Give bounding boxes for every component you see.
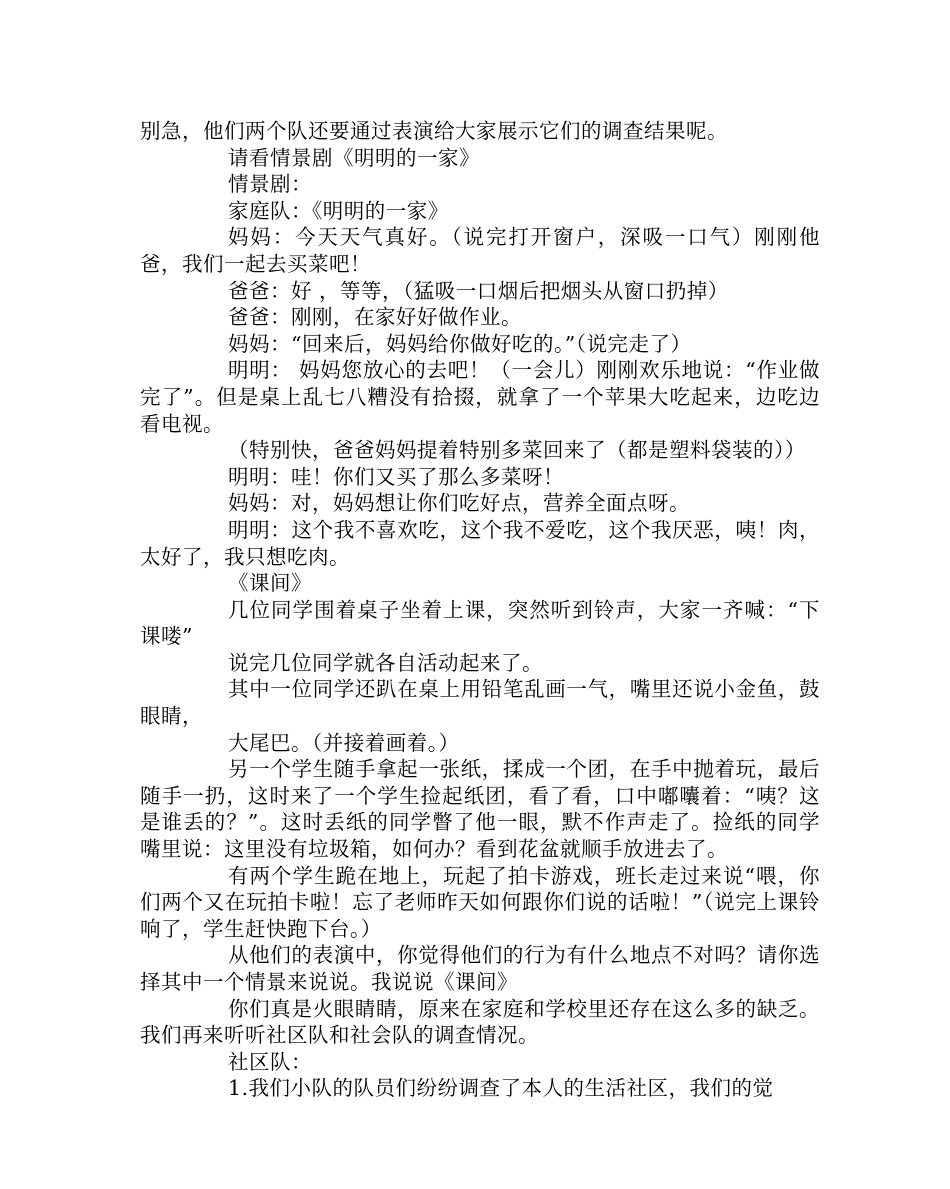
paragraph: 有两个学生跪在地上，玩起了拍卡游戏，班长走过来说“喂，你们两个又在玩拍卡啦！忘了老师昨天如何跟你们说的话啦！”（说完上课铃响了，学生赶快跑下台。） — [140, 863, 820, 941]
paragraph: 别急，他们两个队还要通过表演给大家展示它们的调查结果呢。 — [140, 119, 728, 143]
paragraph: 爸爸：好 ，等等，（猛吸一口烟后把烟头从窗口扔掉） — [228, 278, 729, 303]
paragraph: 几位同学围着桌子坐着上课，突然听到铃声，大家一齐喊：“下课喽” — [140, 597, 820, 649]
paragraph: 明明： 妈妈您放心的去吧！（一会儿）刚刚欢乐地说：“作业做完了”。但是桌上乱七八糟没有拾掇，就拿了一个苹果大吃起来，边吃边看电视。 — [140, 358, 820, 436]
paragraph: 你们真是火眼睛睛，原来在家庭和学校里还存在这么多的缺乏。我们再来听听社区队和社会队的调查情况。 — [140, 996, 820, 1048]
paragraph: 其中一位同学还趴在桌上用铅笔乱画一气，嘴里还说小金鱼，鼓眼睛， — [140, 677, 820, 729]
paragraph: 家庭队：《明明的一家》 — [228, 198, 449, 223]
paragraph: 明明：哇！你们又买了那么多菜呀！ — [228, 464, 564, 489]
paragraph: 另一个学生随手拿起一张纸，揉成一个团，在手中抛着玩，最后随手一扔，这时来了一个学生捡起纸团，看了看，口中嘟囔着：“咦？这是谁丢的？”。这时丢纸的同学瞥了他一眼，默不作声走了。捡纸的同学嘴里说：这里没有垃圾箱，如何办？看到花盆就顺手放进去了。 — [140, 757, 820, 862]
paragraph: 1.我们小队的队员们纷纷调查了本人的生活社区，我们的觉 — [228, 1076, 774, 1101]
paragraph: 请看情景剧《明明的一家》 — [228, 145, 480, 170]
paragraph: 《课间》 — [228, 571, 312, 596]
paragraph: 从他们的表演中，你觉得他们的行为有什么地点不对吗？请你选择其中一个情景来说说。我说说《课间》 — [140, 943, 820, 994]
paragraph: 说完几位同学就各自活动起来了。 — [228, 650, 543, 675]
paragraph: 明明：这个我不喜欢吃，这个我不爱吃，这个我厌恶，咦！肉，太好了，我只想吃肉。 — [140, 517, 820, 569]
paragraph: 社区队： — [228, 1049, 312, 1074]
paragraph: 爸爸：刚刚，在家好好做作业。 — [228, 305, 522, 330]
paragraph: 大尾巴。（并接着画着。） — [228, 730, 460, 755]
paragraph: 妈妈：“回来后，妈妈给你做好吃的。”（说完走了） — [228, 331, 692, 356]
document-body — [140, 118, 820, 1102]
paragraph: 妈妈：对，妈妈想让你们吃好点，营养全面点呀。 — [228, 491, 690, 516]
paragraph: （特别快，爸爸妈妈提着特别多菜回来了（都是塑料袋装的）） — [228, 438, 806, 463]
paragraph: 情景剧： — [228, 172, 312, 197]
paragraph: 妈妈：今天天气真好。（说完打开窗户，深吸一口气）刚刚他爸，我们一起去买菜吧！ — [140, 225, 820, 276]
